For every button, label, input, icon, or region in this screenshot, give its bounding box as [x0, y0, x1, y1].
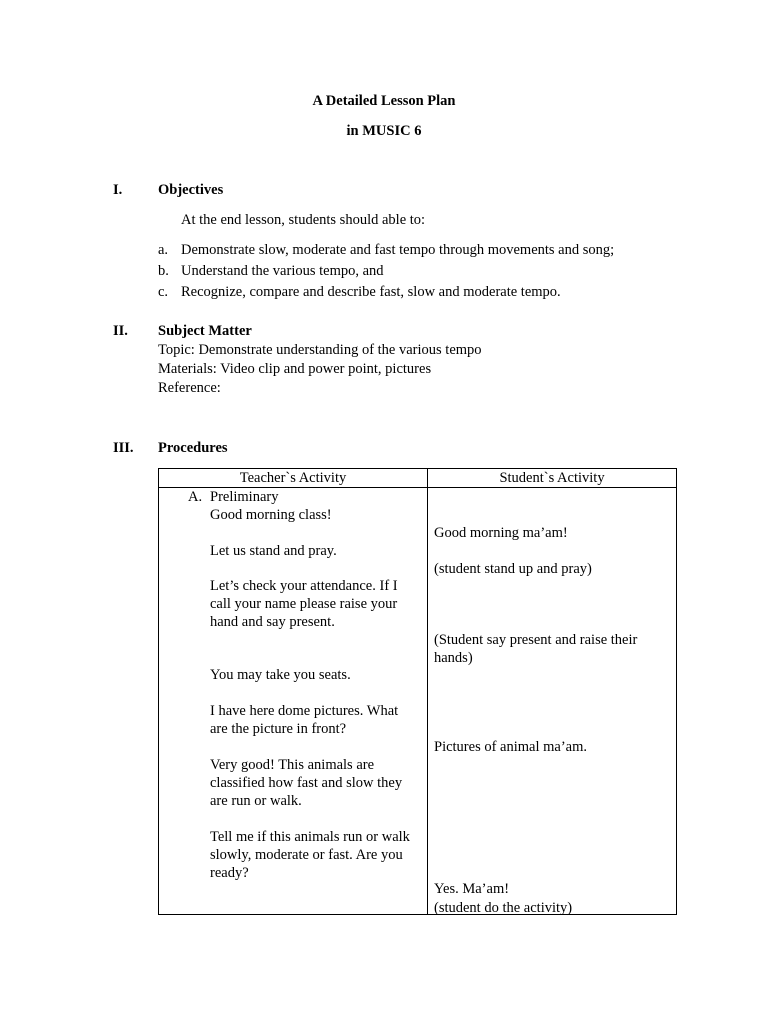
section-numeral-procedures: III.: [113, 440, 134, 456]
section-numeral-subject-matter: II.: [113, 323, 128, 339]
student-line: (student do the activity): [434, 900, 573, 916]
teacher-line: Good morning class!: [210, 507, 332, 523]
teacher-line: Let’s check your attendance. If I: [210, 578, 398, 594]
student-line: hands): [434, 650, 473, 666]
student-line: Good morning ma’am!: [434, 525, 568, 541]
objective-marker: b.: [158, 263, 169, 279]
teacher-line: I have here dome pictures. What: [210, 703, 399, 719]
teacher-line: Tell me if this animals run or walk: [210, 829, 410, 845]
preliminary-marker: A.: [188, 489, 203, 505]
teacher-line: hand and say present.: [210, 614, 335, 630]
procedures-table: [158, 468, 677, 915]
teacher-line: are the picture in front?: [210, 721, 347, 737]
teacher-line: Very good! This animals are: [210, 757, 375, 773]
objective-marker: a.: [158, 242, 169, 258]
section-heading-objectives: Objectives: [158, 182, 224, 198]
objective-item: Understand the various tempo, and: [181, 263, 384, 279]
objective-marker: c.: [158, 284, 169, 300]
teacher-line: Let us stand and pray.: [210, 543, 337, 559]
section-heading-subject-matter: Subject Matter: [158, 323, 252, 339]
section-heading-procedures: Procedures: [158, 440, 228, 456]
student-line: (Student say present and raise their: [434, 632, 638, 648]
subject-reference: Reference:: [158, 380, 221, 396]
student-line: Pictures of animal ma’am.: [434, 739, 588, 755]
document-title: A Detailed Lesson Plan: [312, 93, 456, 109]
objective-item: Demonstrate slow, moderate and fast tempo through movements and song;: [181, 242, 615, 258]
teacher-line: are run or walk.: [210, 793, 302, 809]
subject-materials: Materials: Video clip and power point, pictures: [158, 361, 432, 377]
teacher-line: call your name please raise your: [210, 596, 398, 612]
student-line: Yes. Ma’am!: [434, 881, 510, 897]
teacher-line: ready?: [210, 865, 249, 881]
table-column-divider: [427, 469, 428, 914]
table-header-student: Student`s Activity: [499, 470, 605, 486]
teacher-line: classified how fast and slow they: [210, 775, 403, 791]
objective-item: Recognize, compare and describe fast, slow and moderate tempo.: [181, 284, 561, 300]
teacher-line: slowly, moderate or fast. Are you: [210, 847, 403, 863]
section-numeral-objectives: I.: [113, 182, 123, 198]
subject-topic: Topic: Demonstrate understanding of the various tempo: [158, 342, 482, 358]
document-subtitle: in MUSIC 6: [346, 123, 422, 139]
preliminary-title: Preliminary: [210, 489, 279, 505]
student-line: (student stand up and pray): [434, 561, 592, 577]
objectives-intro: At the end lesson, students should able to:: [181, 212, 426, 228]
table-header-teacher: Teacher`s Activity: [239, 470, 347, 486]
teacher-line: You may take you seats.: [210, 667, 351, 683]
